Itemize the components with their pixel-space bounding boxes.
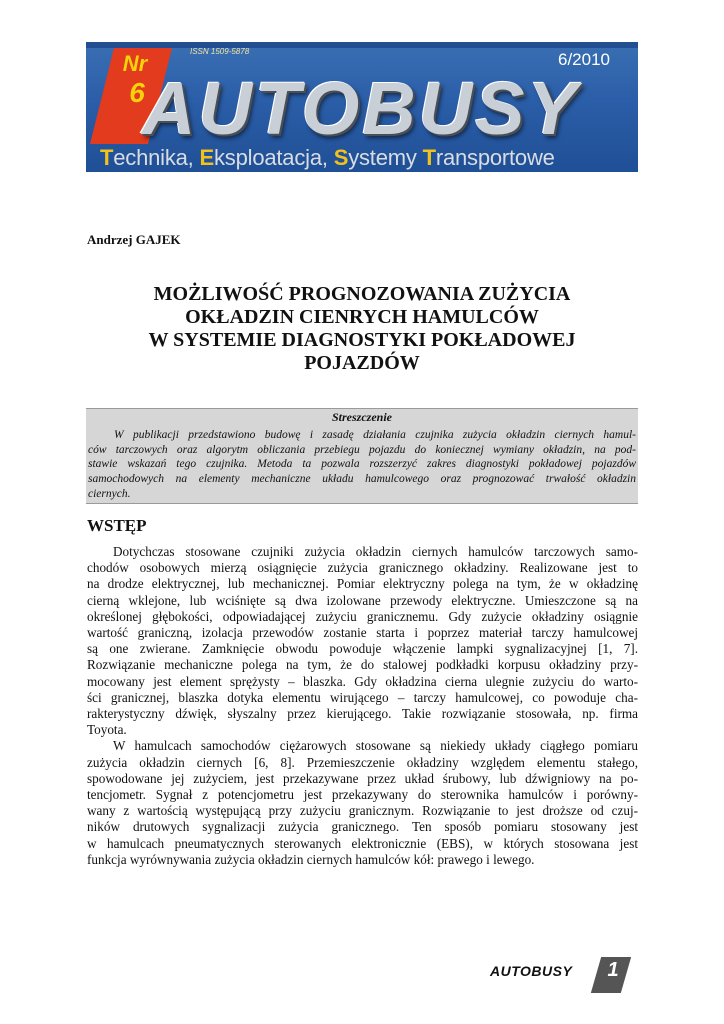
abstract-line: ców tarczowych oraz algorytm obliczania przebiegu pojazdu do koniecznej wymiany okładzin, na pod- xyxy=(88,443,636,456)
abstract-box xyxy=(86,408,638,504)
footer-journal-name: AUTOBUSY xyxy=(490,963,573,979)
abstract-line: W publikacji przedstawiono budowę i zasadę działania czujnika zużycia okładzin ciernych hamul- xyxy=(114,429,636,441)
tagline-part: ystemy xyxy=(348,145,423,170)
journal-tagline xyxy=(100,145,555,171)
paragraph-line: wartość graniczną, izolacja przewodów zostanie starta i poprzez materiał tarczy hamulcowej xyxy=(87,625,638,641)
paragraph-line: są one zwierane. Zamknięcie obwodu powoduje włączenie lampki sygnalizacyjnej [1, 7]. xyxy=(87,641,638,657)
tagline-part: ransportowe xyxy=(435,145,555,170)
paragraph-line: Toyota. xyxy=(87,722,127,738)
title-line: OKŁADZIN CIENRYCH HAMULCÓW xyxy=(185,306,539,328)
paragraph-line: wany z wartością występującą przy zużyciu granicznym. Rozwiązanie to jest droższe od czuj- xyxy=(87,803,638,819)
tagline-part: T xyxy=(100,145,114,170)
paragraph-line: rakterystyczny dźwięk, słyszalny przez kierującego. Takie rozwiązanie stosowała, np. firma xyxy=(87,706,638,722)
paragraph-line: na drodze elektrycznej, lub mechanicznej. Pomiar elektryczny polega na tym, że w okładzinę xyxy=(87,576,638,592)
title-line: W SYSTEMIE DIAGNOSTYKI POKŁADOWEJ xyxy=(148,329,576,351)
paragraph-line: tencjometr. Sygnał z potencjometru jest przekazywany do sterownika hamulców i porówny- xyxy=(87,787,638,803)
masthead-banner xyxy=(86,42,638,172)
paragraph-line: ników drutowych sygnalizacji zużycia granicznego. Ten sposób pomiaru stosowany jest xyxy=(87,819,638,835)
paragraph-line: funkcja wyrównywania zużycia okładzin ciernych hamulców kół: prawego i lewego. xyxy=(87,851,535,867)
page-number: 1 xyxy=(607,959,619,981)
journal-logo: AUTOBUSY xyxy=(142,67,580,150)
tagline-part: echnika, xyxy=(113,145,200,170)
body-text xyxy=(87,544,638,868)
paragraph-line: Dotychczas stosowane czujniki zużycia okładzin ciernych hamulców tarczowych samo- xyxy=(113,544,638,559)
paragraph-line: ści granicznej, blaszka dotyka elementu wirującego – tarczy hamulcowej, co powoduje cha- xyxy=(87,689,638,705)
tagline-part: E xyxy=(199,145,214,170)
paragraph-line: W hamulcach samochodów ciężarowych stosowane są niekiedy układy ciągłego pomiaru xyxy=(113,738,638,754)
article-title xyxy=(86,283,638,375)
issue-nr-label: Nr xyxy=(122,51,148,76)
title-line: POJAZDÓW xyxy=(304,352,420,374)
tagline-part: S xyxy=(333,145,349,170)
tagline-part: ksploatacja, xyxy=(214,145,334,170)
tagline-part: T xyxy=(422,145,436,170)
issn-label: ISSN 1509-5878 xyxy=(190,47,250,56)
paragraph-line: określonej głębokości, odpowiadającej zużyciu granicznemu. Gdy zużycie okładziny osiągnie xyxy=(87,608,638,624)
paragraph-line: cierną wklejone, lub wciśnięte są dwa izolowane przewody elektryczne. Umieszczone są na xyxy=(87,592,638,608)
issue-date: 6/2010 xyxy=(558,50,610,69)
abstract-line: ciernych. xyxy=(88,487,131,500)
paragraph-line: mocowany jest element sprężysty – blaszka. Gdy okładzina cierna ulegnie zużyciu do warto- xyxy=(87,673,638,689)
paragraph-line: w hamulcach pneumatycznych sterowanych elektronicznie (EBS), w których stosowana jest xyxy=(87,835,638,851)
author-name: Andrzej GAJEK xyxy=(87,232,181,247)
paragraph-line: chodów osobowych mierzą osiągnięcie zużycia granicznego okładziny. Realizowane jest to xyxy=(87,560,638,576)
paragraph-line: Rozwiązanie mechaniczne polega na tym, że do stalowej podkładki korpusu okładziny przy- xyxy=(87,657,638,673)
abstract-line: samochodowych na elementy mechaniczne układu hamulcowego oraz prognozować trwałość okładzin xyxy=(88,473,636,486)
section-heading: WSTĘP xyxy=(87,516,147,535)
abstract-line: stawie wskazań tego czujnika. Metoda ta pozwala rozszerzyć zakres diagnostyki pokładowej pojazdów xyxy=(88,458,636,471)
paragraph-line: zużycia okładzin ciernych [6, 8]. Przemieszczenie okładziny względem elementu stałego, xyxy=(87,754,638,770)
abstract-heading: Streszczenie xyxy=(332,410,392,424)
abstract-text xyxy=(88,428,636,502)
issue-nr-number: 6 xyxy=(129,77,145,108)
paragraph-line: spowodowane jej zużyciem, jest przekazywane przez układ śrubowy, lub dźwigniowy na po- xyxy=(87,770,638,786)
title-line: MOŻLIWOŚĆ PROGNOZOWANIA ZUŻYCIA xyxy=(153,283,571,305)
